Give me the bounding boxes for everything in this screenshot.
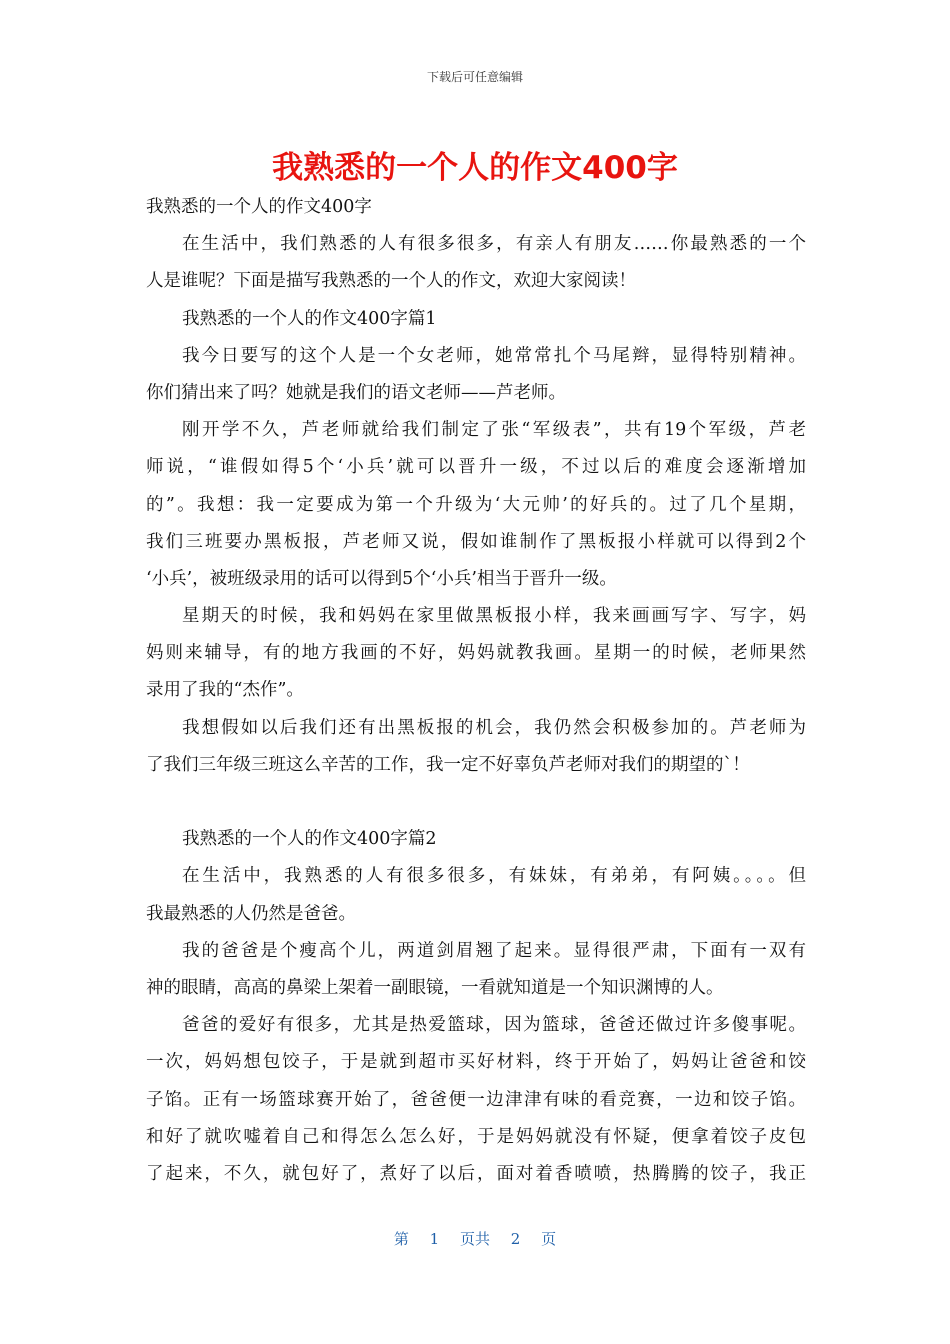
text-line: 我们三班要办黑板报，芦老师又说，假如谁制作了黑板报小样就可以得到2个 <box>146 531 806 552</box>
text-line: 在生活中，我熟悉的人有很多很多，有妹妹，有弟弟，有阿姨。。。。但 <box>182 866 806 887</box>
footer-page-mid: 页共 <box>459 1230 490 1248</box>
text-line: 刚开学不久，芦老师就给我们制定了张“军级表”，共有19个军级，芦老 <box>182 420 806 441</box>
footer-total-pages: 2 <box>510 1230 521 1248</box>
text-line: 我想假如以后我们还有出黑板报的机会，我仍然会积极参加的。芦老师为 <box>182 717 806 738</box>
text-line: 和好了就吹嘘着自己和得怎么怎么好，于是妈妈就没有怀疑，便拿着饺子皮包 <box>146 1126 806 1147</box>
text-line: 的”。我想：我一定要成为第一个升级为‘大元帅’的好兵的。过了几个星期， <box>146 494 806 515</box>
text-line: 子馅。正有一场篮球赛开始了，爸爸便一边津津有味的看竞赛，一边和饺子馅。 <box>146 1089 806 1110</box>
header-note: 下载后可任意编辑 <box>426 70 523 84</box>
document-title: 我熟悉的一个人的作文400字 <box>272 150 678 186</box>
document-body <box>146 189 806 1193</box>
text-line: 师说，“谁假如得5个‘小兵’就可以晋升一级，不过以后的难度会逐渐增加 <box>146 457 806 478</box>
text-line: 爸爸的爱好有很多，尤其是热爱篮球，因为篮球，爸爸还做过许多傻事呢。 <box>182 1015 806 1036</box>
text-line: 在生活中，我们熟悉的人有很多很多，有亲人有朋友……你最熟悉的一个 <box>182 234 806 255</box>
text-line: 我今日要写的这个人是一个女老师，她常常扎个马尾辫，显得特别精神。 <box>182 345 806 366</box>
text-line: 录用了我的“杰作”。 <box>146 680 304 701</box>
text-line: 星期天的时候，我和妈妈在家里做黑板报小样，我来画画写字、写字，妈 <box>182 606 806 627</box>
blank-line <box>146 784 806 821</box>
text-line: 了我们三年级三班这么辛苦的工作，我一定不好辜负芦老师对我们的期望的`！ <box>146 754 750 775</box>
text-line: 人是谁呢？下面是描写我熟悉的一个人的作文，欢迎大家阅读！ <box>146 271 636 292</box>
footer-page-number: 1 <box>429 1230 440 1248</box>
text-line: 你们猜出来了吗？她就是我们的语文老师——芦老师。 <box>146 382 566 403</box>
text-line: ‘小兵’，被班级录用的话可以得到5个‘小兵’相当于晋升一级。 <box>146 568 617 589</box>
text-line: 一次，妈妈想包饺子，于是就到超市买好材料，终于开始了，妈妈让爸爸和饺 <box>146 1052 806 1073</box>
page-footer <box>0 1228 950 1249</box>
text-line: 我最熟悉的人仍然是爸爸。 <box>146 903 356 924</box>
footer-page-end: 页 <box>541 1230 557 1248</box>
text-line: 我的爸爸是个瘦高个儿，两道剑眉翘了起来。显得很严肃，下面有一双有 <box>182 940 806 961</box>
text-line: 了起来，不久，就包好了，煮好了以后，面对着香喷喷，热腾腾的饺子，我正 <box>146 1163 806 1184</box>
text-line: 妈则来辅导，有的地方我画的不好，妈妈就教我画。星期一的时候，老师果然 <box>146 643 806 664</box>
footer-page-label: 第 <box>393 1230 409 1248</box>
text-line: 我熟悉的一个人的作文400字 <box>146 197 372 217</box>
text-line: 我熟悉的一个人的作文400字篇1 <box>182 308 437 329</box>
text-line: 神的眼睛，高高的鼻梁上架着一副眼镜，一看就知道是一个知识渊博的人。 <box>146 977 724 998</box>
text-line: 我熟悉的一个人的作文400字篇2 <box>182 829 437 850</box>
